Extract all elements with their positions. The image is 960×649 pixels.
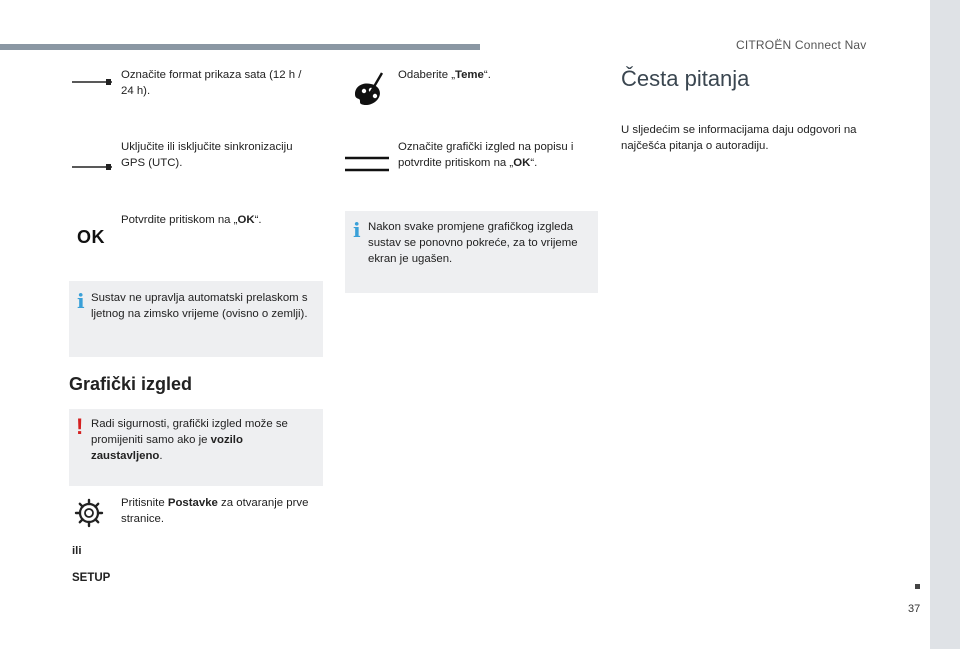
ok-icon: OK bbox=[77, 227, 105, 247]
step-select-themes: Odaberite „Teme“. bbox=[398, 69, 491, 81]
faq-intro-text: U sljedećim se informacijama daju odgovori na najčešća pitanja o autoradiju. bbox=[621, 124, 857, 152]
faq-title: Česta pitanja bbox=[621, 66, 750, 91]
gear-icon bbox=[74, 498, 104, 528]
warning-text: Radi sigurnosti, grafički izgled može se promijeniti samo ako je vozilo zaustavljeno. bbox=[91, 418, 288, 462]
step-confirm-ok: Potvrdite pritiskom na „OK“. bbox=[121, 214, 262, 226]
header-bar bbox=[0, 44, 480, 50]
page-marker bbox=[915, 584, 920, 589]
step-time-format: Označite format prikaza sata (12 h / 24 h). bbox=[121, 69, 302, 97]
page-number: 37 bbox=[908, 603, 921, 615]
warning-icon: ! bbox=[76, 414, 84, 439]
section-title: Grafički izgled bbox=[69, 374, 193, 394]
slider-icon bbox=[72, 69, 112, 89]
list-selector-icon bbox=[345, 155, 389, 175]
setup-button-label: SETUP bbox=[72, 572, 111, 584]
palette-icon bbox=[349, 70, 385, 110]
step-open-settings: Pritisnite Postavke za otvaranje prve stranice. bbox=[121, 497, 309, 525]
page-edge-strip bbox=[930, 0, 960, 649]
info-note-text: Sustav ne upravlja automatski prelaskom s ljetnog na zimsko vrijeme (ovisno o zemlji). bbox=[91, 292, 308, 320]
info-icon: i bbox=[77, 289, 85, 313]
slider-icon bbox=[72, 154, 112, 174]
or-label: ili bbox=[72, 545, 82, 557]
brand-title: CITROËN Connect Nav bbox=[736, 38, 867, 52]
info-icon: i bbox=[353, 218, 361, 242]
step-gps-sync: Uključite ili isključite sinkronizaciju GPS (UTC). bbox=[121, 141, 293, 169]
step-confirm-theme: Označite grafički izgled na popisu i potvrdite pritiskom na „OK“. bbox=[398, 141, 574, 169]
info-note-text: Nakon svake promjene grafičkog izgleda sustav se ponovno pokreće, za to vrijeme ekran je ugašen. bbox=[368, 221, 578, 265]
